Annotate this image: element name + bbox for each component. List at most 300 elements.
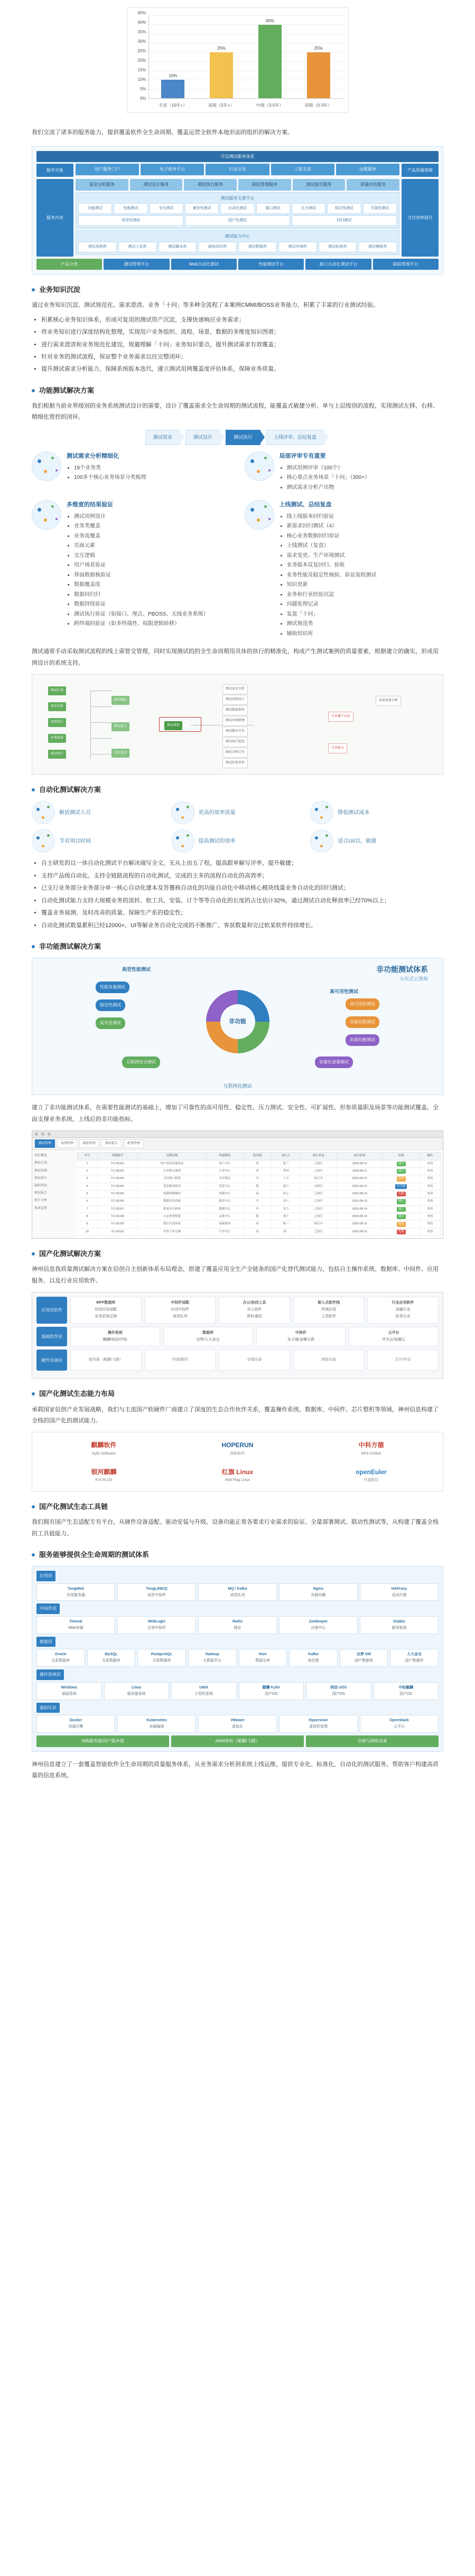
- cell: 执行中: [300, 1221, 337, 1228]
- arch-grid-cell: 测试工具库: [118, 242, 157, 252]
- capability-paragraph: 我们根据当前业界级别的业务系统测试设计的需要，设计了覆盖需求全生命周期的测试流程，能覆盖式敏捷分析、单与上层级别的流程，实现测试左移、右移、精细化管控的闭环。: [32, 402, 439, 421]
- cell: 订单提交流程: [137, 1167, 206, 1175]
- ecosystem-paragraph: 承载国家信创产业发展战略，我们与主流国产软硬件厂商建立了深度的生态合作伙伴关系，覆盖操作系统、数据库、中间件、芯片整机等领域，神州信息构建了全栈的国产化的测试能力。: [32, 1406, 439, 1424]
- list-item: • 覆盖业务展测、及时改善的质量、保障生产系的稳定性；: [41, 908, 443, 919]
- window-dot: [48, 1133, 51, 1136]
- arch-cell: 缺陷管理服务: [238, 179, 291, 191]
- sidebar-item-plan[interactable]: 测试计划: [34, 1162, 48, 1165]
- stack-cell: [137, 1649, 186, 1667]
- capability-quadrants: [32, 451, 443, 639]
- cell: TC-00101: [97, 1160, 137, 1167]
- status-badge: [383, 1205, 420, 1213]
- list-item: • 测试执行验证（如接口、埋点、PBOSS、无线业务系统）: [74, 610, 231, 620]
- list-item: • 测试规范类: [287, 619, 444, 629]
- status-badge: [383, 1213, 420, 1220]
- cell: 2023-08-13: [337, 1198, 383, 1205]
- list-item: • 跨终端的验证（如多终端性、权限逻辑转移）: [74, 619, 231, 629]
- loc-card-line: 金融行业: [395, 1307, 411, 1311]
- table-row: [77, 1205, 441, 1213]
- arch-strip-test-platform: [76, 192, 399, 229]
- platform-tabs[interactable]: [32, 1138, 443, 1150]
- pill-ha: 高可用性测试: [346, 998, 379, 1010]
- logo-sub: 开源欧拉: [364, 1478, 379, 1483]
- logo-label: HOPERUN: [221, 1441, 254, 1449]
- cell: 消息中心: [207, 1183, 243, 1190]
- cell: 高: [243, 1160, 272, 1167]
- window-dot: [41, 1133, 44, 1136]
- closing-paragraph: 神州信息建立了一套覆盖智能软件全生命周期的质量服务体系，从业务需求分析到系统上线运维，提供专业化、标准化、自动化的测试服务，帮助客户构建高质量的信息系统。: [32, 1761, 439, 1779]
- status-badge: [383, 1167, 420, 1175]
- arch-grid-cell: 性能测试: [114, 203, 147, 214]
- hardware-item: 网络设备: [293, 1350, 365, 1371]
- arch-footer-tabs: [36, 259, 439, 270]
- stack-cell-label: 数据仓库: [255, 1659, 271, 1663]
- status-chip: 通过: [397, 1214, 406, 1219]
- loc-layer-label: 应用层软件: [36, 1297, 67, 1324]
- stack-cell: [239, 1649, 287, 1667]
- agile-icon: [310, 829, 333, 853]
- stack-cell: [171, 1682, 237, 1700]
- loc-card: [349, 1327, 439, 1347]
- list-item: • 业务性能及稳定性核验、验证流程测试: [287, 571, 444, 581]
- cell: 低: [243, 1213, 272, 1220]
- stack-cell-title: Hive: [258, 1653, 267, 1657]
- tab-test-management[interactable]: 测试管理: [35, 1139, 55, 1148]
- stack-cell: [198, 1616, 277, 1634]
- quadrant-verification: [32, 500, 231, 639]
- stack-cell-title: HAProxy: [391, 1587, 407, 1591]
- cell: TC-00105: [97, 1190, 137, 1197]
- arch-grid-cell: 易用性测试: [78, 215, 183, 226]
- automation-benefits-row-2: [32, 829, 443, 853]
- section-title-localization: 国产化测试解决方案: [32, 1248, 443, 1260]
- benefit-label: 提高测试的效率: [198, 838, 236, 844]
- stack-cell-label: 服务框架: [392, 1626, 407, 1630]
- loc-card-line: 信创应用适配: [95, 1307, 117, 1311]
- cell: 2023-08-14: [337, 1205, 383, 1213]
- timeline-step-active: 测试执行: [226, 430, 260, 445]
- list-item: • 核心业务数据回归验证: [287, 532, 444, 542]
- stack-cell-label: 云平台: [394, 1725, 405, 1729]
- stack-cell: [279, 1616, 358, 1634]
- cell: 5: [77, 1190, 98, 1197]
- stack-cell: [360, 1715, 439, 1733]
- sidebar-item-defects[interactable]: 缺陷列表: [34, 1184, 48, 1187]
- cell: 高: [243, 1167, 272, 1175]
- cell: 批量导入校验: [137, 1205, 206, 1213]
- y-tick: 20%: [137, 58, 146, 63]
- list-item: • 进行需求澄清和业务规范化建设，规避理解「十问」业务知识要点，提升测试需求有效覆盖；: [41, 339, 443, 351]
- benefit-item: [32, 801, 165, 824]
- stack-cell-title: Hadoop: [205, 1653, 219, 1657]
- cell: 8: [77, 1213, 98, 1220]
- stack-footer-item: 存储与网络设备: [306, 1735, 439, 1747]
- list-item: • 19个业务类: [74, 464, 231, 474]
- arch-grid-cell: 测试标准库: [319, 242, 357, 252]
- arch-cell: 质量评估服务: [347, 179, 399, 191]
- mindmap-branch-label: 行业集产品化: [328, 712, 353, 721]
- list-item: • 复盘「十问」: [287, 610, 444, 620]
- arch-cell: 测试设计服务: [130, 179, 183, 191]
- row-action[interactable]: 查看: [420, 1221, 441, 1228]
- stack-cell-title: Oracle: [54, 1653, 67, 1657]
- stack-cell-title: 中标麒麟: [398, 1685, 414, 1690]
- sidebar-item-settings[interactable]: 系统设置: [34, 1206, 48, 1210]
- cell: 10: [77, 1228, 98, 1235]
- arch-cell: 测试执行服务: [184, 179, 237, 191]
- stack-cell-label: 流处理: [308, 1659, 319, 1663]
- cell: 2023-08-11: [337, 1167, 383, 1175]
- benefit-item: [310, 801, 443, 824]
- stack-cell: [36, 1682, 102, 1700]
- stack-band-title: 数据层: [36, 1637, 55, 1647]
- cell: 执行中: [300, 1175, 337, 1183]
- stack-cell-label: 关系数据库: [101, 1659, 120, 1663]
- stack-cell: [198, 1715, 277, 1733]
- cell: 3: [77, 1175, 98, 1183]
- logo-hoperun: [221, 1440, 253, 1457]
- cell: 消息推送验证: [137, 1183, 206, 1190]
- benefit-label: 节省项目时间: [59, 838, 91, 844]
- cell: TC-00107: [97, 1205, 137, 1213]
- stack-cell-title: 达梦 DM: [357, 1653, 371, 1657]
- table-row: [77, 1167, 441, 1175]
- logo-label: openEuler: [356, 1468, 387, 1476]
- arch-grid-cell: 接口测试: [256, 203, 290, 214]
- list-item: • 页面元素: [74, 541, 231, 551]
- platform-content: [74, 1150, 443, 1238]
- tab-defect-management[interactable]: 缺陷管理: [79, 1139, 99, 1148]
- stack-band-title: 虚拟化层: [36, 1703, 60, 1713]
- cell: TC-00103: [97, 1175, 137, 1183]
- cell: 已执行: [300, 1160, 337, 1167]
- chart-container: [0, 0, 475, 116]
- row-action[interactable]: 查看: [420, 1160, 441, 1167]
- test-process-timeline: [32, 430, 443, 445]
- loc-card-title: 操作系统: [107, 1331, 123, 1335]
- loc-card: [219, 1297, 290, 1324]
- arch-grid-cell: 自动化测试: [220, 203, 254, 214]
- arch-grid-cell: 稳定性测试: [327, 203, 361, 214]
- sidebar-item-cases[interactable]: 测试用例: [34, 1169, 48, 1173]
- logo-label: 麒麟软件: [91, 1441, 117, 1449]
- arch-grid-cell: 测试脚本库: [159, 242, 197, 252]
- stack-cell-title: MQ / Kafka: [228, 1587, 247, 1591]
- loc-card-title: 行业应用软件: [392, 1300, 414, 1305]
- stack-band-middleware: [36, 1603, 439, 1634]
- benefit-label: 更高的效率质量: [198, 809, 236, 816]
- sidebar-item-overview[interactable]: 项目概览: [34, 1154, 48, 1158]
- list-item: • 用户场景验证: [74, 561, 231, 571]
- stack-cell-label: 消息中间件: [147, 1593, 166, 1597]
- cell: 周八: [272, 1198, 300, 1205]
- arch-cell: 用户服务门户: [76, 164, 139, 175]
- arch-grid-cell: 测试模板库: [358, 242, 397, 252]
- column-header: 序号: [77, 1153, 98, 1160]
- status-badge: [383, 1175, 420, 1183]
- arch-strip-title: 测试能力中心: [225, 234, 250, 239]
- test-management-platform-screenshot: [32, 1130, 443, 1239]
- table-row: [77, 1183, 441, 1190]
- stack-cell-label: 国产数据库: [405, 1659, 424, 1663]
- benefit-item: [310, 829, 443, 853]
- loc-card-line: 终端应用: [321, 1307, 337, 1311]
- arch-tab-product[interactable]: 产品分类: [36, 259, 102, 270]
- stack-cell-label: Web容器: [68, 1626, 83, 1630]
- row-action[interactable]: 查看: [420, 1213, 441, 1220]
- cell: 2023-08-12: [337, 1183, 383, 1190]
- loc-card-line: 华为云/浪潮云: [382, 1337, 406, 1342]
- loc-card-line: 消息队列: [172, 1314, 188, 1318]
- stack-cell-label: 容器引擎: [68, 1725, 83, 1729]
- list-item: • 辅助知识库: [287, 629, 444, 639]
- loc-row-basic-software: [36, 1327, 439, 1347]
- cell: 吴九: [272, 1205, 300, 1213]
- loc-card: [145, 1297, 216, 1324]
- arch-tab[interactable]: 缺陷管理平台: [373, 259, 439, 270]
- bar-value-label: 10%: [169, 73, 178, 79]
- cell: 中: [243, 1198, 272, 1205]
- cell: 2023-08-15: [337, 1228, 383, 1235]
- mindmap-node: 用例设计: [48, 718, 66, 726]
- status-chip: 通过: [397, 1207, 406, 1212]
- logo-label: 中科方德: [358, 1441, 384, 1449]
- stack-cell-title: Tomcat: [69, 1620, 82, 1624]
- sidebar-item-execution[interactable]: 测试执行: [34, 1176, 48, 1180]
- stack-cell-title: UNIX: [199, 1685, 209, 1690]
- list-item: • 测试用例设计: [74, 512, 231, 522]
- row-action[interactable]: 查看: [420, 1228, 441, 1235]
- arch-side-label: 服务对象: [36, 164, 73, 177]
- mindmap-node: 测试报告: [111, 722, 129, 731]
- arch-tab[interactable]: Web自动化测试: [171, 259, 237, 270]
- cell: 支付接口校验: [137, 1175, 206, 1183]
- y-tick: 45%: [137, 11, 146, 16]
- list-item: • 界面数据核验证: [74, 571, 231, 581]
- list-item: • 100多个核心业务场景分类梳理: [74, 473, 231, 483]
- logo-openeuler: [356, 1467, 387, 1484]
- tab-config-management[interactable]: 配置管理: [124, 1139, 144, 1148]
- row-action[interactable]: 查看: [420, 1205, 441, 1213]
- stack-cell: [360, 1616, 439, 1634]
- hardware-item: 终端/整机: [145, 1350, 216, 1371]
- x-tick-label: 中级（3-5年）: [256, 103, 284, 108]
- list-item: • 数据持续验证: [74, 600, 231, 610]
- cell: TC-00109: [97, 1221, 137, 1228]
- fullstack-technology-diagram: [32, 1566, 443, 1751]
- loc-card-line: 应用中间件: [171, 1307, 190, 1311]
- loc-card: [367, 1297, 439, 1324]
- timeline-step: 测试需求: [145, 430, 180, 445]
- tab-test-report[interactable]: 测试报告: [101, 1139, 122, 1148]
- table-row: [77, 1198, 441, 1205]
- row-action[interactable]: 查看: [420, 1175, 441, 1183]
- list-item: • 交互逻辑: [74, 551, 231, 561]
- quadrant-requirement: [32, 451, 231, 493]
- cell: 已执行: [300, 1213, 337, 1220]
- mindmap-node: 测试环境搭建: [222, 716, 248, 725]
- arch-grid-cell: 可靠性测试: [363, 203, 397, 214]
- quadrant-online-review: [245, 500, 444, 639]
- row-action[interactable]: 查看: [420, 1198, 441, 1205]
- cell: 陈一: [272, 1221, 300, 1228]
- intro-caption: 我们交流了诸多的服务能力，提供覆盖软件全生命周期、覆盖运营全软件本地形面的组织的解决方案。: [32, 129, 293, 136]
- mindmap-node: 需求分析: [48, 702, 66, 711]
- cell: 低: [243, 1183, 272, 1190]
- stack-cell: [340, 1649, 388, 1667]
- cell: 高: [243, 1190, 272, 1197]
- list-item: • 业务和行业经验沉淀: [287, 590, 444, 600]
- row-action[interactable]: 查看: [420, 1167, 441, 1175]
- hardware-item: 服务器（鲲鹏/飞腾）: [70, 1350, 142, 1371]
- cell: 未执行: [300, 1183, 337, 1190]
- stack-cell: [104, 1682, 170, 1700]
- logo-label: 红旗 Linux: [221, 1468, 254, 1476]
- stack-cell-label: 缓存: [234, 1626, 241, 1630]
- sidebar-item-reports[interactable]: 测试报告: [34, 1192, 48, 1195]
- x-tick-label: 专家（10年+）: [159, 103, 188, 108]
- speed-icon: [171, 801, 194, 824]
- arch-grid-cell: 测试用例库: [78, 242, 117, 252]
- cell: 已执行: [300, 1190, 337, 1197]
- arch-cell: 需求分析服务: [76, 179, 128, 191]
- cell: TC-00102: [97, 1167, 137, 1175]
- list-item: • 业务流覆盖: [74, 532, 231, 542]
- sidebar-item-statistics[interactable]: 统计分析: [34, 1199, 48, 1203]
- stack-footer-bands: [36, 1735, 439, 1747]
- arch-band-content: [76, 179, 399, 191]
- y-tick: 10%: [137, 77, 146, 82]
- partner-logo-wall: [32, 1432, 443, 1492]
- list-item: • 知识更新: [287, 580, 444, 590]
- list-item: • 已支行业务部分业务部分单一核心自动化建本及答覆核自动化的功能自动化中移动核心模块线量业务自动化的回归测试；: [41, 883, 443, 894]
- mindmap-node: 缺陷跟踪: [111, 696, 129, 704]
- bar-value-label: 25%: [314, 45, 323, 51]
- stack-cell-label: 注册中心: [311, 1626, 326, 1630]
- pill-stability: 稳定性测试: [96, 999, 125, 1011]
- list-item: • 数据覆盖度: [74, 580, 231, 590]
- bar: [161, 73, 184, 98]
- arch-grid-cell: 安全测试: [150, 203, 183, 214]
- list-item: • 自动化测试数量累积已经12000+，UI等解业务自动化完成的不断推广，客获数量和完过软某软件持续增长。: [41, 920, 443, 931]
- list-item: • 问题处理记录: [287, 600, 444, 610]
- row-action[interactable]: 查看: [420, 1183, 441, 1190]
- pill-container: 容器化部署测试: [315, 1056, 353, 1068]
- status-chip: 未开始: [395, 1184, 407, 1189]
- stack-cell: [279, 1583, 358, 1601]
- clock-icon: [32, 829, 55, 853]
- arch-tab[interactable]: 测试管理平台: [104, 259, 169, 270]
- table-row: [77, 1221, 441, 1228]
- diagram-center-label: 非功能: [220, 1004, 255, 1039]
- list-item: • 需求变更、生产环境测试: [287, 551, 444, 561]
- pill-performance: 性能容量测试: [96, 982, 129, 993]
- status-chip: 通过: [397, 1169, 406, 1174]
- stack-band-title: 应用层: [36, 1571, 55, 1581]
- stack-footer-item: X86服务器/国产服务器: [36, 1735, 169, 1747]
- cell: 数据导出功能: [137, 1198, 206, 1205]
- status-badge: [383, 1160, 420, 1167]
- arch-top-cell: 可信测试服务体系: [36, 151, 439, 163]
- cell: 已执行: [300, 1228, 337, 1235]
- tab-case-management[interactable]: 用例管理: [57, 1139, 77, 1148]
- pill-concurrency: 高并发测试: [96, 1017, 125, 1029]
- bar-column: [256, 15, 284, 98]
- stack-cell-title: Linux: [131, 1685, 142, 1690]
- chart-y-axis: [127, 13, 148, 99]
- hardware-item: 芯片/外设: [367, 1350, 439, 1371]
- y-tick: 35%: [137, 30, 146, 35]
- loc-card-line: 即时通信: [247, 1314, 262, 1318]
- stack-cell-title: Redis: [232, 1620, 243, 1624]
- stack-cell-title: 人大金仓: [407, 1653, 422, 1657]
- diagram-bottom-label: 互联网化测试: [223, 1083, 252, 1089]
- bar: [210, 45, 233, 98]
- section-paragraph: 通过业务知识沉淀、测试规范化、需求澄清、业务「十问」等多种全流程了本案例CMMI/BOSS业务能力，积累了丰富的行业测试经验。: [32, 302, 379, 309]
- stack-band-title: 操作系统层: [36, 1669, 64, 1680]
- chart-up-icon: [171, 829, 194, 853]
- pill-failover: 灾备切换测试: [346, 1016, 379, 1028]
- loc-card-title: MPP数据库: [96, 1300, 116, 1305]
- arch-tab[interactable]: 性能测试平台: [238, 259, 304, 270]
- row-action[interactable]: 查看: [420, 1190, 441, 1197]
- status-badge: [383, 1198, 420, 1205]
- x-tick-label: 高级（5年+）: [208, 103, 235, 108]
- bar-value-label: 40%: [265, 18, 274, 23]
- stack-cell: [289, 1649, 338, 1667]
- arch-cell: 测试报告服务: [293, 179, 346, 191]
- timeline-step: 上线评审、总结复盘: [266, 430, 324, 445]
- list-item: • 业务类覆盖: [74, 522, 231, 532]
- pill-loadbalance: 负载均衡测试: [346, 1034, 379, 1046]
- platform-sidebar[interactable]: [32, 1150, 74, 1238]
- stack-cell-label: 负载均衡: [311, 1593, 326, 1597]
- stack-cell: [279, 1715, 358, 1733]
- logo-nfs-china: [358, 1440, 384, 1457]
- section-title-ecosystem: 国产化测试生态能力布局: [32, 1388, 443, 1400]
- arch-tab[interactable]: 接口自动化测试平台: [305, 259, 371, 270]
- cell: 日志查询性能: [137, 1213, 206, 1220]
- mindmap-node: 测试数据准备: [222, 705, 248, 715]
- column-header: 执行状态: [300, 1153, 337, 1160]
- loc-card-title: 嵌入式软件栈: [318, 1300, 340, 1305]
- mindmap-node: 测试用例设计: [222, 695, 248, 704]
- diagram-center-donut: [206, 990, 269, 1053]
- stack-cell-label: 关系数据库: [152, 1659, 171, 1663]
- stack-cell-label: 应用中间件: [147, 1626, 166, 1630]
- stack-cell-title: PostgreSQL: [151, 1653, 173, 1657]
- logo-sub: Red Flag Linux: [225, 1478, 250, 1483]
- cell: 李四: [272, 1167, 300, 1175]
- status-badge: [383, 1190, 420, 1197]
- stack-cell-label: 反向代理: [392, 1593, 407, 1597]
- loc-card-line: 业务系统迁移: [95, 1314, 117, 1318]
- list-item: • 积累核心业务知识体系，形成可复用的测试资产沉淀，支撑快速响应业务需求；: [41, 315, 443, 326]
- stack-cell-title: TongLINK/Q: [146, 1587, 167, 1591]
- list-item: • 针对业务的测试流程，保证整个业务需求以往完整闭环；: [41, 352, 443, 363]
- stack-cell-label: 国产OS: [399, 1692, 413, 1696]
- business-bullet-list: [32, 315, 443, 375]
- stack-cell-title: Kubernetes: [146, 1719, 167, 1723]
- cell: 2023-08-11: [337, 1160, 383, 1167]
- stack-cell-title: Hypervisor: [309, 1719, 328, 1723]
- diagram-right-label: 高可用性测试: [329, 989, 358, 995]
- benefit-label: 适合UI/以、敏捷: [338, 838, 377, 844]
- arch-grid-cell: 缺陷知识库: [198, 242, 237, 252]
- quadrant-review: [245, 451, 444, 493]
- logo-label: 银河麒麟: [91, 1468, 117, 1476]
- cell: 王五: [272, 1175, 300, 1183]
